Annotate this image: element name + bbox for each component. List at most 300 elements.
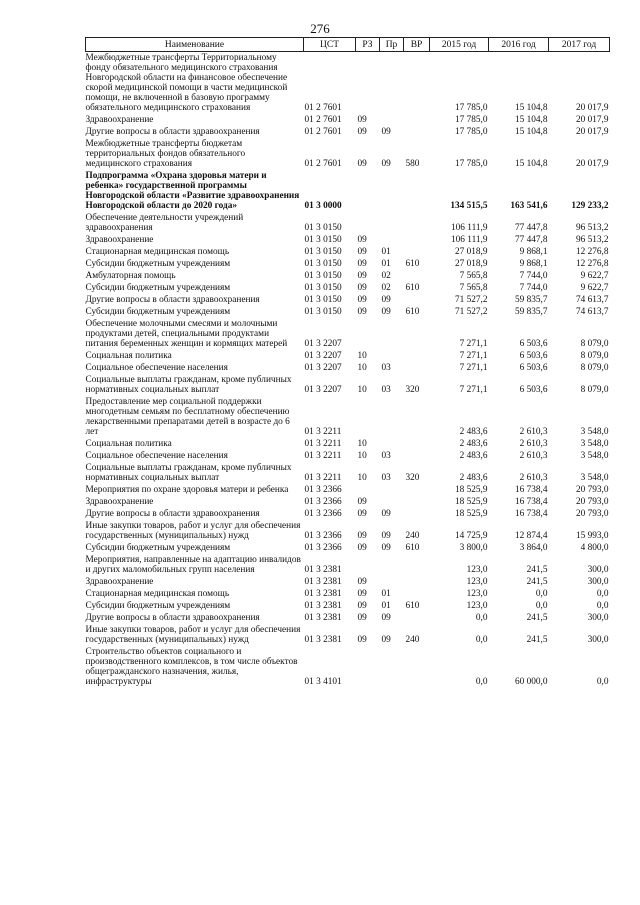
page-number: 276 bbox=[310, 21, 330, 36]
table-row bbox=[86, 114, 610, 126]
row-value-2017: 300,0 bbox=[587, 565, 609, 575]
row-value-2017: 20 793,0 bbox=[575, 485, 609, 495]
table-row bbox=[86, 496, 610, 508]
row-cst: 01 3 2381 bbox=[304, 589, 342, 599]
row-rz: 09 bbox=[357, 509, 367, 519]
row-pr: 01 bbox=[381, 589, 391, 599]
row-pr: 09 bbox=[381, 531, 391, 541]
row-pr: 09 bbox=[381, 635, 391, 645]
row-rz: 10 bbox=[357, 351, 367, 361]
row-value-2017: 4 800,0 bbox=[580, 543, 609, 553]
row-cst: 01 3 2366 bbox=[304, 509, 342, 519]
table-row bbox=[86, 212, 610, 234]
row-pr bbox=[380, 646, 404, 688]
row-cst: 01 3 2207 bbox=[304, 385, 342, 395]
table-row bbox=[86, 374, 610, 396]
row-value-2016: 16 738,4 bbox=[514, 485, 548, 495]
row-value-2015: 0,0 bbox=[475, 613, 488, 623]
row-name: Обеспечение деятельности учреждений здравоохранения bbox=[85, 213, 244, 233]
row-cst: 01 3 2366 bbox=[304, 543, 342, 553]
row-vr bbox=[404, 170, 430, 212]
row-vr bbox=[404, 362, 430, 374]
row-cst: 01 3 0150 bbox=[304, 235, 342, 245]
row-value-2015: 123,0 bbox=[466, 565, 488, 575]
row-value-2016: 241,5 bbox=[526, 577, 548, 587]
row-value-2015: 0,0 bbox=[475, 677, 488, 687]
row-cst: 01 3 2381 bbox=[304, 613, 342, 623]
row-value-2017: 3 548,0 bbox=[580, 473, 609, 483]
row-value-2015: 14 725,9 bbox=[454, 531, 488, 541]
row-value-2016: 16 738,4 bbox=[514, 509, 548, 519]
row-rz: 09 bbox=[357, 589, 367, 599]
row-value-2016: 2 610,3 bbox=[519, 427, 548, 437]
row-pr bbox=[380, 114, 404, 126]
table-row bbox=[86, 462, 610, 484]
row-vr bbox=[404, 646, 430, 688]
row-value-2015: 71 527,2 bbox=[454, 307, 488, 317]
row-rz: 09 bbox=[357, 497, 367, 507]
row-name: Обеспечение молочными смесями и молочными продуктами детей, специальными продуктами питания беременных женщин и кормящих матерей bbox=[85, 319, 288, 349]
row-value-2015: 7 565,8 bbox=[459, 271, 488, 281]
table-row bbox=[86, 646, 610, 688]
row-value-2015: 27 018,9 bbox=[454, 247, 488, 257]
row-rz bbox=[356, 52, 380, 115]
row-rz: 10 bbox=[357, 385, 367, 395]
header-rz: РЗ bbox=[356, 38, 380, 52]
budget-table bbox=[85, 37, 610, 688]
row-value-2016: 163 541,6 bbox=[510, 201, 548, 211]
row-vr bbox=[404, 294, 430, 306]
header-2016: 2016 год bbox=[489, 38, 549, 52]
row-pr: 01 bbox=[381, 247, 391, 257]
row-value-2015: 7 271,1 bbox=[459, 385, 488, 395]
row-name: Субсидии бюджетным учреждениям bbox=[85, 259, 231, 269]
table-row bbox=[86, 350, 610, 362]
row-cst: 01 3 2207 bbox=[304, 351, 342, 361]
header-cst: ЦСТ bbox=[304, 38, 356, 52]
row-vr: 240 bbox=[405, 531, 420, 541]
row-vr bbox=[404, 212, 430, 234]
row-value-2016: 77 447,8 bbox=[514, 223, 548, 233]
table-row bbox=[86, 396, 610, 438]
row-cst: 01 3 0150 bbox=[304, 283, 342, 293]
row-value-2017: 74 613,7 bbox=[575, 307, 609, 317]
row-name: Социальная политика bbox=[85, 439, 172, 449]
row-pr: 02 bbox=[381, 271, 391, 281]
row-value-2016: 2 610,3 bbox=[519, 473, 548, 483]
row-value-2015: 71 527,2 bbox=[454, 295, 488, 305]
row-cst: 01 3 2381 bbox=[304, 601, 342, 611]
row-value-2017: 9 622,7 bbox=[580, 271, 609, 281]
row-value-2017: 300,0 bbox=[587, 577, 609, 587]
row-value-2016: 6 503,6 bbox=[519, 339, 548, 349]
row-value-2015: 7 271,1 bbox=[459, 339, 488, 349]
row-pr: 09 bbox=[381, 543, 391, 553]
row-cst: 01 3 0150 bbox=[304, 295, 342, 305]
row-value-2015: 123,0 bbox=[466, 577, 488, 587]
row-value-2016: 12 874,4 bbox=[514, 531, 548, 541]
row-value-2015: 2 483,6 bbox=[459, 473, 488, 483]
row-pr bbox=[380, 438, 404, 450]
row-value-2015: 106 111,9 bbox=[451, 235, 488, 245]
row-value-2015: 123,0 bbox=[466, 601, 488, 611]
row-value-2016: 6 503,6 bbox=[519, 363, 548, 373]
row-cst: 01 3 0150 bbox=[304, 307, 342, 317]
row-value-2016: 241,5 bbox=[526, 565, 548, 575]
row-value-2017: 74 613,7 bbox=[575, 295, 609, 305]
row-vr bbox=[404, 246, 430, 258]
row-name: Субсидии бюджетным учреждениям bbox=[85, 601, 231, 611]
row-name: Мероприятия по охране здоровья матери и ребенка bbox=[85, 485, 289, 495]
table-row bbox=[86, 612, 610, 624]
row-name: Иные закупки товаров, работ и услуг для обеспечения государственных (муниципальных) нужд bbox=[85, 625, 301, 645]
row-rz bbox=[356, 170, 380, 212]
row-cst: 01 3 2207 bbox=[304, 363, 342, 373]
row-value-2017: 0,0 bbox=[596, 601, 609, 611]
row-rz: 09 bbox=[357, 159, 367, 169]
row-value-2017: 300,0 bbox=[587, 613, 609, 623]
row-name: Здравоохранение bbox=[85, 577, 154, 587]
row-pr: 09 bbox=[381, 509, 391, 519]
row-pr bbox=[380, 52, 404, 115]
row-value-2015: 2 483,6 bbox=[459, 439, 488, 449]
row-cst: 01 3 0150 bbox=[304, 259, 342, 269]
row-vr bbox=[404, 450, 430, 462]
row-value-2016: 16 738,4 bbox=[514, 497, 548, 507]
table-row bbox=[86, 362, 610, 374]
row-cst: 01 3 2381 bbox=[304, 577, 342, 587]
row-vr bbox=[404, 114, 430, 126]
row-name: Субсидии бюджетным учреждениям bbox=[85, 543, 231, 553]
row-name: Стационарная медицинская помощь bbox=[85, 589, 230, 599]
row-value-2016: 2 610,3 bbox=[519, 451, 548, 461]
row-value-2017: 0,0 bbox=[596, 589, 609, 599]
row-cst: 01 3 2381 bbox=[304, 635, 342, 645]
row-cst: 01 3 0150 bbox=[304, 271, 342, 281]
row-rz: 10 bbox=[357, 451, 367, 461]
row-rz: 09 bbox=[357, 127, 367, 137]
row-rz: 09 bbox=[357, 531, 367, 541]
row-value-2017: 0,0 bbox=[596, 677, 609, 687]
row-value-2016: 3 864,0 bbox=[519, 543, 548, 553]
table-body bbox=[86, 52, 610, 689]
row-pr: 09 bbox=[381, 127, 391, 137]
header-name: Наименование bbox=[86, 38, 304, 52]
row-vr: 240 bbox=[405, 635, 420, 645]
row-vr bbox=[404, 234, 430, 246]
row-pr bbox=[380, 496, 404, 508]
row-cst: 01 2 7601 bbox=[304, 103, 342, 113]
row-pr: 09 bbox=[381, 295, 391, 305]
row-name: Строительство объектов социального и производственного комплексов, в том числе объектов общегражданского назначения, жилья, инфраструктуры bbox=[85, 647, 298, 687]
header-vr: ВР bbox=[404, 38, 430, 52]
row-rz bbox=[356, 318, 380, 350]
table-row bbox=[86, 170, 610, 212]
row-value-2015: 17 785,0 bbox=[454, 103, 488, 113]
row-name: Межбюджетные трансферты бюджетам территориальных фондов обязательного медицинского страхования bbox=[85, 139, 246, 169]
row-value-2017: 3 548,0 bbox=[580, 427, 609, 437]
row-value-2017: 129 233,2 bbox=[571, 201, 609, 211]
row-rz: 09 bbox=[357, 613, 367, 623]
row-value-2015: 7 271,1 bbox=[459, 351, 488, 361]
row-rz: 10 bbox=[357, 439, 367, 449]
row-value-2016: 6 503,6 bbox=[519, 385, 548, 395]
row-rz bbox=[356, 646, 380, 688]
table-row bbox=[86, 52, 610, 115]
row-cst: 01 3 2211 bbox=[304, 451, 342, 461]
row-value-2016: 59 835,7 bbox=[514, 295, 548, 305]
row-cst: 01 3 2366 bbox=[304, 531, 342, 541]
row-pr: 02 bbox=[381, 283, 391, 293]
row-rz: 09 bbox=[357, 543, 367, 553]
row-pr bbox=[380, 576, 404, 588]
row-vr: 610 bbox=[405, 543, 420, 553]
row-pr: 01 bbox=[381, 601, 391, 611]
row-name: Мероприятия, направленные на адаптацию инвалидов и других маломобильных групп населения bbox=[85, 555, 301, 575]
row-value-2017: 8 079,0 bbox=[580, 385, 609, 395]
row-value-2015: 0,0 bbox=[475, 635, 488, 645]
row-name: Субсидии бюджетным учреждениям bbox=[85, 283, 231, 293]
row-value-2017: 12 276,8 bbox=[575, 259, 609, 269]
row-value-2017: 9 622,7 bbox=[580, 283, 609, 293]
row-cst: 01 3 0150 bbox=[304, 223, 342, 233]
row-name: Предоставление мер социальной поддержки многодетным семьям по бесплатному обеспечению лекарственными препаратами детей в возрасте до 6 лет bbox=[85, 397, 290, 437]
row-value-2015: 18 525,9 bbox=[454, 485, 488, 495]
row-cst: 01 3 2366 bbox=[304, 497, 342, 507]
row-name: Здравоохранение bbox=[85, 497, 154, 507]
row-cst: 01 3 2211 bbox=[304, 473, 342, 483]
row-name: Другие вопросы в области здравоохранения bbox=[85, 613, 260, 623]
table-row bbox=[86, 600, 610, 612]
row-name: Межбюджетные трансферты Территориальному фонду обязательного медицинского страхования Новгородской области на финансовое обеспечение скорой медицинской помощи в части медицинской помощи, не включенной в базовую программу обязательного медицинского страхования bbox=[85, 53, 288, 113]
row-pr: 09 bbox=[381, 159, 391, 169]
row-value-2017: 20 017,9 bbox=[575, 103, 609, 113]
row-value-2016: 15 104,8 bbox=[514, 103, 548, 113]
table-row bbox=[86, 306, 610, 318]
row-vr: 610 bbox=[405, 307, 420, 317]
row-value-2016: 2 610,3 bbox=[519, 439, 548, 449]
table-row bbox=[86, 520, 610, 542]
row-rz: 09 bbox=[357, 235, 367, 245]
table-row bbox=[86, 282, 610, 294]
row-rz: 09 bbox=[357, 601, 367, 611]
row-pr bbox=[380, 350, 404, 362]
table-header-row bbox=[86, 38, 610, 52]
row-cst: 01 3 2211 bbox=[304, 427, 342, 437]
row-vr: 320 bbox=[405, 385, 420, 395]
row-rz bbox=[356, 212, 380, 234]
row-value-2017: 8 079,0 bbox=[580, 351, 609, 361]
row-value-2016: 7 744,0 bbox=[519, 283, 548, 293]
row-cst: 01 2 7601 bbox=[304, 115, 342, 125]
row-rz bbox=[356, 396, 380, 438]
row-value-2015: 3 800,0 bbox=[459, 543, 488, 553]
row-value-2016: 15 104,8 bbox=[514, 127, 548, 137]
row-vr bbox=[404, 588, 430, 600]
table-row bbox=[86, 554, 610, 576]
row-name: Здравоохранение bbox=[85, 235, 154, 245]
table-row bbox=[86, 234, 610, 246]
table-row bbox=[86, 294, 610, 306]
row-value-2017: 20 793,0 bbox=[575, 497, 609, 507]
row-value-2017: 20 017,9 bbox=[575, 115, 609, 125]
row-value-2015: 17 785,0 bbox=[454, 115, 488, 125]
row-rz: 09 bbox=[357, 295, 367, 305]
row-cst: 01 3 4101 bbox=[304, 677, 342, 687]
row-value-2016: 77 447,8 bbox=[514, 235, 548, 245]
row-pr bbox=[380, 484, 404, 496]
row-value-2017: 96 513,2 bbox=[575, 223, 609, 233]
row-value-2017: 8 079,0 bbox=[580, 363, 609, 373]
row-vr: 610 bbox=[405, 283, 420, 293]
row-name: Социальные выплаты гражданам, кроме публичных нормативных социальных выплат bbox=[85, 375, 292, 395]
table-row bbox=[86, 258, 610, 270]
row-vr bbox=[404, 576, 430, 588]
row-cst: 01 3 0150 bbox=[304, 247, 342, 257]
row-value-2015: 7 565,8 bbox=[459, 283, 488, 293]
row-value-2015: 7 271,1 bbox=[459, 363, 488, 373]
row-value-2017: 15 993,0 bbox=[575, 531, 609, 541]
row-cst: 01 3 0000 bbox=[304, 201, 342, 211]
header-2017: 2017 год bbox=[549, 38, 610, 52]
row-rz bbox=[356, 484, 380, 496]
row-cst: 01 3 2366 bbox=[304, 485, 342, 495]
row-vr bbox=[404, 350, 430, 362]
row-value-2017: 3 548,0 bbox=[580, 439, 609, 449]
row-pr bbox=[380, 234, 404, 246]
table-row bbox=[86, 270, 610, 282]
row-vr bbox=[404, 52, 430, 115]
row-value-2016: 15 104,8 bbox=[514, 115, 548, 125]
row-value-2015: 106 111,9 bbox=[451, 223, 488, 233]
row-value-2016: 15 104,8 bbox=[514, 159, 548, 169]
row-cst: 01 3 2381 bbox=[304, 565, 342, 575]
row-vr bbox=[404, 508, 430, 520]
table-row bbox=[86, 126, 610, 138]
row-value-2015: 2 483,6 bbox=[459, 451, 488, 461]
row-rz: 09 bbox=[357, 283, 367, 293]
row-name: Стационарная медицинская помощь bbox=[85, 247, 230, 257]
table-row bbox=[86, 588, 610, 600]
row-name: Социальная политика bbox=[85, 351, 172, 361]
row-value-2017: 3 548,0 bbox=[580, 451, 609, 461]
row-value-2016: 241,5 bbox=[526, 635, 548, 645]
row-value-2017: 12 276,8 bbox=[575, 247, 609, 257]
row-vr bbox=[404, 484, 430, 496]
row-value-2017: 8 079,0 bbox=[580, 339, 609, 349]
row-rz: 09 bbox=[357, 635, 367, 645]
row-pr bbox=[380, 396, 404, 438]
row-pr bbox=[380, 212, 404, 234]
row-value-2016: 7 744,0 bbox=[519, 271, 548, 281]
row-name: Субсидии бюджетным учреждениям bbox=[85, 307, 231, 317]
row-rz: 10 bbox=[357, 363, 367, 373]
row-value-2016: 60 000,0 bbox=[514, 677, 548, 687]
row-vr bbox=[404, 318, 430, 350]
row-value-2016: 6 503,6 bbox=[519, 351, 548, 361]
row-pr: 03 bbox=[381, 363, 391, 373]
row-value-2017: 300,0 bbox=[587, 635, 609, 645]
row-vr: 610 bbox=[405, 601, 420, 611]
row-value-2015: 27 018,9 bbox=[454, 259, 488, 269]
table-row bbox=[86, 318, 610, 350]
table-row bbox=[86, 624, 610, 646]
row-name: Другие вопросы в области здравоохранения bbox=[85, 295, 260, 305]
row-value-2016: 9 868,1 bbox=[519, 259, 548, 269]
row-name: Здравоохранение bbox=[85, 115, 154, 125]
row-pr: 01 bbox=[381, 259, 391, 269]
row-rz: 09 bbox=[357, 259, 367, 269]
row-rz: 09 bbox=[357, 247, 367, 257]
row-name: Социальное обеспечение населения bbox=[85, 363, 228, 373]
row-pr bbox=[380, 170, 404, 212]
row-value-2015: 17 785,0 bbox=[454, 127, 488, 137]
row-value-2015: 123,0 bbox=[466, 589, 488, 599]
row-value-2017: 96 513,2 bbox=[575, 235, 609, 245]
table-row bbox=[86, 508, 610, 520]
row-vr bbox=[404, 126, 430, 138]
row-name: Иные закупки товаров, работ и услуг для обеспечения государственных (муниципальных) нужд bbox=[85, 521, 301, 541]
row-value-2016: 59 835,7 bbox=[514, 307, 548, 317]
row-name: Амбулаторная помощь bbox=[85, 271, 176, 281]
row-cst: 01 3 2207 bbox=[304, 339, 342, 349]
row-cst: 01 2 7601 bbox=[304, 127, 342, 137]
row-name: Другие вопросы в области здравоохранения bbox=[85, 509, 260, 519]
row-value-2017: 20 793,0 bbox=[575, 509, 609, 519]
row-name: Другие вопросы в области здравоохранения bbox=[85, 127, 260, 137]
row-value-2016: 9 868,1 bbox=[519, 247, 548, 257]
row-vr: 320 bbox=[405, 473, 420, 483]
row-value-2015: 18 525,9 bbox=[454, 497, 488, 507]
row-value-2017: 20 017,9 bbox=[575, 159, 609, 169]
row-pr: 09 bbox=[381, 613, 391, 623]
row-rz: 10 bbox=[357, 473, 367, 483]
row-name: Социальные выплаты гражданам, кроме публичных нормативных социальных выплат bbox=[85, 463, 292, 483]
row-cst: 01 2 7601 bbox=[304, 159, 342, 169]
table-row bbox=[86, 542, 610, 554]
row-pr bbox=[380, 554, 404, 576]
table-row bbox=[86, 576, 610, 588]
row-pr: 03 bbox=[381, 473, 391, 483]
row-value-2015: 2 483,6 bbox=[459, 427, 488, 437]
row-value-2016: 241,5 bbox=[526, 613, 548, 623]
table-row bbox=[86, 246, 610, 258]
row-vr: 580 bbox=[405, 159, 420, 169]
row-vr: 610 bbox=[405, 259, 420, 269]
header-pr: Пр bbox=[380, 38, 404, 52]
row-vr bbox=[404, 612, 430, 624]
row-pr: 09 bbox=[381, 307, 391, 317]
row-rz: 09 bbox=[357, 307, 367, 317]
row-pr: 03 bbox=[381, 451, 391, 461]
row-value-2015: 17 785,0 bbox=[454, 159, 488, 169]
row-value-2016: 0,0 bbox=[535, 589, 548, 599]
row-rz: 09 bbox=[357, 271, 367, 281]
header-2015: 2015 год bbox=[430, 38, 489, 52]
row-vr bbox=[404, 554, 430, 576]
row-cst: 01 3 2211 bbox=[304, 439, 342, 449]
row-vr bbox=[404, 396, 430, 438]
row-vr bbox=[404, 270, 430, 282]
row-vr bbox=[404, 496, 430, 508]
row-value-2015: 18 525,9 bbox=[454, 509, 488, 519]
row-value-2017: 20 017,9 bbox=[575, 127, 609, 137]
table-row bbox=[86, 138, 610, 170]
row-value-2016: 0,0 bbox=[535, 601, 548, 611]
row-rz: 09 bbox=[357, 115, 367, 125]
table-row bbox=[86, 438, 610, 450]
row-rz: 09 bbox=[357, 577, 367, 587]
